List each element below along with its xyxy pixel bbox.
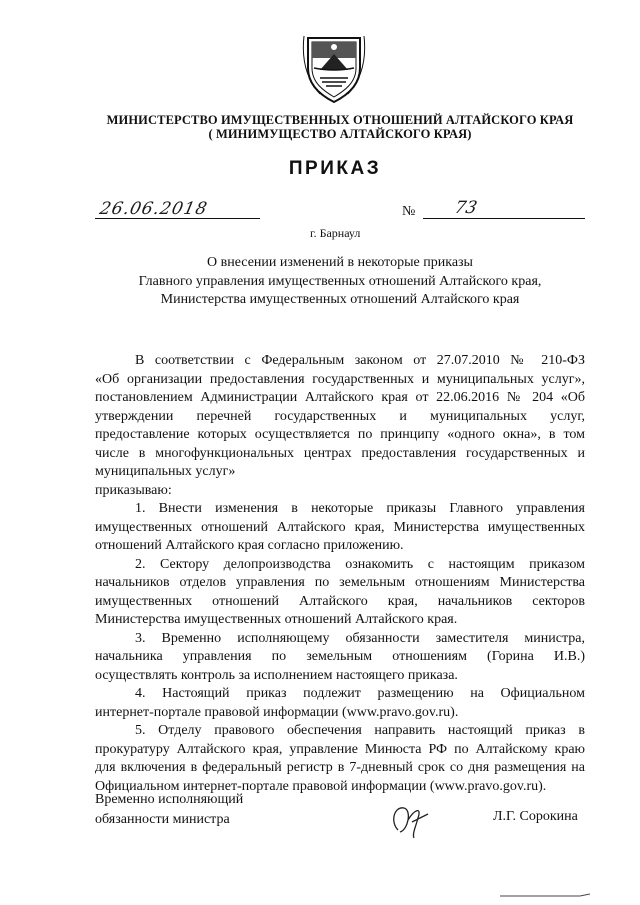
handwritten-signature bbox=[388, 800, 436, 840]
body-line: начальника управления по земельным отношениям (Горина И.В.) bbox=[95, 649, 585, 664]
body-line: предоставление которых осуществляется по принципу «одного окна», в том bbox=[95, 427, 585, 442]
number-underline bbox=[423, 218, 585, 219]
body-line: прокуратуру Алтайского края, управление Минюста РФ по Алтайскому краю bbox=[95, 741, 585, 757]
body-line: приказываю: bbox=[95, 482, 172, 498]
body-line: интернет-портале правовой информации (www.pravo.gov.ru). bbox=[95, 704, 459, 720]
order-date: 26.06.2018 bbox=[97, 199, 210, 219]
order-body bbox=[95, 352, 585, 796]
body-line: 3. Временно исполняющему обязанности заместителя министра, bbox=[135, 630, 585, 646]
body-line: муниципальных услуг» bbox=[95, 464, 236, 479]
body-line: 2. Сектору делопроизводства ознакомить с настоящим приказом bbox=[135, 556, 585, 572]
subject-line: Главного управления имущественных отношений Алтайского края, bbox=[138, 273, 542, 289]
body-line: Министерства имущественных отношений Алтайского края. bbox=[95, 612, 458, 627]
body-line: постановлением Администрации Алтайского края от 22.06.2016 № 204 «Об bbox=[95, 390, 585, 405]
subject-line: Министерства имущественных отношений Алтайского края bbox=[160, 292, 520, 307]
body-line: для включения в федеральный регистр в 7-дневный срок со дня размещения на bbox=[95, 760, 585, 775]
ministry-name: МИНИСТЕРСТВО ИМУЩЕСТВЕННЫХ ОТНОШЕНИЙ АЛТАЙСКОГО КРАЯ bbox=[106, 113, 574, 127]
order-subject bbox=[95, 254, 585, 310]
document-title: ПРИКАЗ bbox=[288, 158, 382, 179]
altai-krai-coat-of-arms-icon bbox=[300, 32, 368, 104]
body-line: начальников отделов управления по земельным отношениям Министерства bbox=[95, 575, 585, 590]
signatory-name: Л.Г. Сорокина bbox=[493, 809, 578, 824]
body-line: 4. Настоящий приказ подлежит размещению на Официальном bbox=[135, 686, 585, 701]
body-line: утверждении перечней государственных и муниципальных услуг, bbox=[95, 408, 585, 424]
body-line: В соответствии с Федеральным законом от 27.07.2010 № 210-ФЗ bbox=[135, 353, 585, 368]
ministry-short-name: ( МИНИМУЩЕСТВО АЛТАЙСКОГО КРАЯ) bbox=[208, 127, 472, 141]
body-line: «Об организации предоставления государственных и муниципальных услуг», bbox=[95, 371, 585, 387]
city: г. Барнаул bbox=[310, 226, 361, 240]
body-line: осуществлять контроль за исполнением настоящего приказа. bbox=[95, 667, 458, 683]
subject-line: О внесении изменений в некоторые приказы bbox=[207, 255, 473, 270]
signatory-position bbox=[95, 790, 243, 830]
body-line: 1. Внести изменения в некоторые приказы Главного управления bbox=[135, 501, 585, 516]
position-line: обязанности министра bbox=[95, 812, 230, 827]
number-label: № bbox=[402, 204, 416, 219]
body-line: отношений Алтайского края согласно приложению. bbox=[95, 538, 404, 553]
body-line: имущественных отношений Алтайского края, начальников секторов bbox=[95, 593, 585, 609]
body-line: 5. Отделу правового обеспечения направить настоящий приказ в bbox=[135, 723, 585, 738]
order-number: 73 bbox=[452, 198, 479, 218]
body-line: имущественных отношений Алтайского края, Министерства имущественных bbox=[95, 519, 585, 535]
position-line: Временно исполняющий bbox=[95, 792, 244, 807]
body-line: Официальном интернет-портале правовой информации (www.pravo.gov.ru). bbox=[95, 778, 547, 794]
body-line: числе в многофункциональных центрах предоставления государственных и bbox=[95, 445, 585, 461]
scan-mark bbox=[500, 893, 590, 899]
